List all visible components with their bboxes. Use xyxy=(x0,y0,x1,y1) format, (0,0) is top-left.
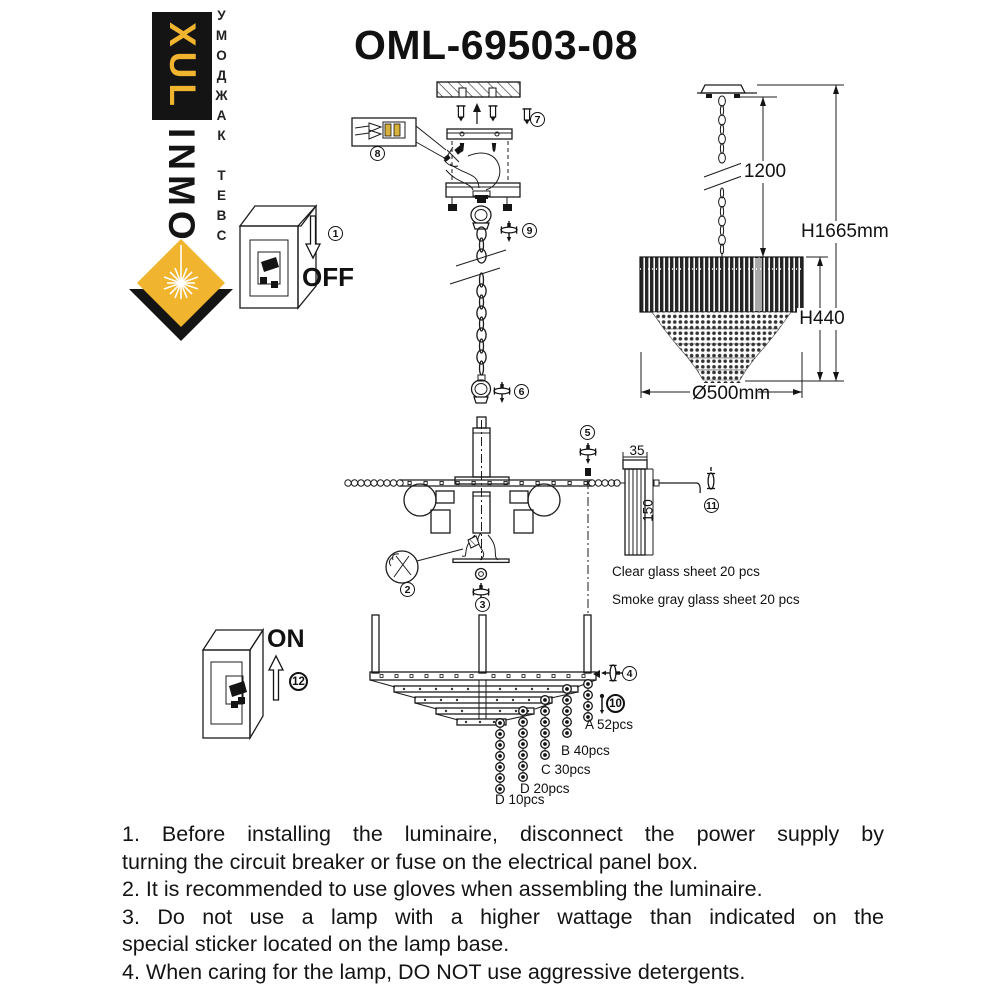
step-1: 1 xyxy=(328,226,343,241)
dim-glass-height: 150 xyxy=(640,499,656,522)
step-11: 11 xyxy=(705,499,718,512)
smoke-glass-label: Smoke gray glass sheet 20 pcs xyxy=(612,592,800,607)
bead-strand-d10 xyxy=(496,719,505,794)
step-9: 9 xyxy=(522,223,537,238)
clear-glass-label: Clear glass sheet 20 pcs xyxy=(612,564,760,579)
instructions-text xyxy=(122,821,884,987)
arrow-up-icon xyxy=(269,656,283,700)
glass-sheet-detail xyxy=(623,452,715,555)
step-10: 10 xyxy=(606,694,625,713)
instruction-line: special sticker located on the lamp base. xyxy=(122,932,510,957)
ring-beads xyxy=(345,480,620,486)
logo-tagline: УМОДЖАК ТЕВС xyxy=(214,8,229,248)
screw-icon xyxy=(492,143,496,153)
step-3: 3 xyxy=(475,597,490,612)
page-title: OML-69503-08 xyxy=(353,22,638,68)
logo-lux xyxy=(152,12,212,120)
logo-omni xyxy=(150,122,212,250)
strand-c-label: C 30pcs xyxy=(541,762,591,777)
instruction-line: 2. It is recommended to use gloves when assembling the luminaire. xyxy=(122,877,763,902)
bead-strand-a xyxy=(584,680,593,722)
dim-glass-width: 35 xyxy=(629,443,645,458)
strand-d10-label: D 10pcs xyxy=(495,792,545,807)
instruction-line: 3. Do not use a lamp with a higher wattage than indicated on the xyxy=(122,904,884,929)
lamp-body-assembly xyxy=(345,417,625,615)
dim-diameter: Ø500mm xyxy=(692,383,771,404)
arrow-up-icon xyxy=(473,103,481,112)
step-8: 8 xyxy=(370,146,385,161)
wall-anchor-icon xyxy=(457,106,466,122)
step-4: 4 xyxy=(622,666,637,681)
terminal-block-inset xyxy=(352,118,448,160)
winged-screw-icon xyxy=(580,443,596,464)
winged-screw-icon xyxy=(707,467,715,489)
instruction-line: 1. Before installing the luminaire, disconnect the power supply by xyxy=(122,822,884,846)
suspension-chain xyxy=(450,206,517,403)
logo-omni-text: INMO xyxy=(161,127,202,245)
instruction-line: turning the circuit breaker or fuse on the electrical panel box. xyxy=(122,849,699,874)
bead-strand-c xyxy=(541,696,550,760)
step-7: 7 xyxy=(530,112,545,127)
off-label: OFF xyxy=(302,262,354,292)
winged-screw-icon xyxy=(494,382,510,403)
winged-screw-icon xyxy=(601,665,622,681)
step-12: 12 xyxy=(289,672,308,691)
arrow-down-icon xyxy=(306,216,320,258)
strand-d20-label: D 20pcs xyxy=(520,781,570,796)
instruction-line: 4. When caring for the lamp, DO NOT use aggressive detergents. xyxy=(122,959,746,984)
step-6: 6 xyxy=(514,384,529,399)
on-label: ON xyxy=(267,625,305,653)
step-5: 5 xyxy=(580,425,595,440)
pliers-icon xyxy=(386,551,418,583)
wall-anchor-icon xyxy=(489,106,498,122)
dim-fixture-height: H440 xyxy=(797,308,847,330)
step-2: 2 xyxy=(400,582,415,597)
winged-screw-icon xyxy=(501,221,517,242)
pin-icon xyxy=(600,694,604,714)
bead-strand-b xyxy=(563,685,572,738)
dim-chain-drop: 1200 xyxy=(741,161,789,183)
logo-lux-text: XUL xyxy=(162,21,203,111)
strand-a-label: A 52pcs xyxy=(585,717,634,732)
strand-b-label: B 40pcs xyxy=(561,743,610,758)
bead-strand-d20 xyxy=(519,707,528,782)
lamp-wires xyxy=(417,533,498,561)
dim-overall-height: H1665mm xyxy=(801,221,889,242)
